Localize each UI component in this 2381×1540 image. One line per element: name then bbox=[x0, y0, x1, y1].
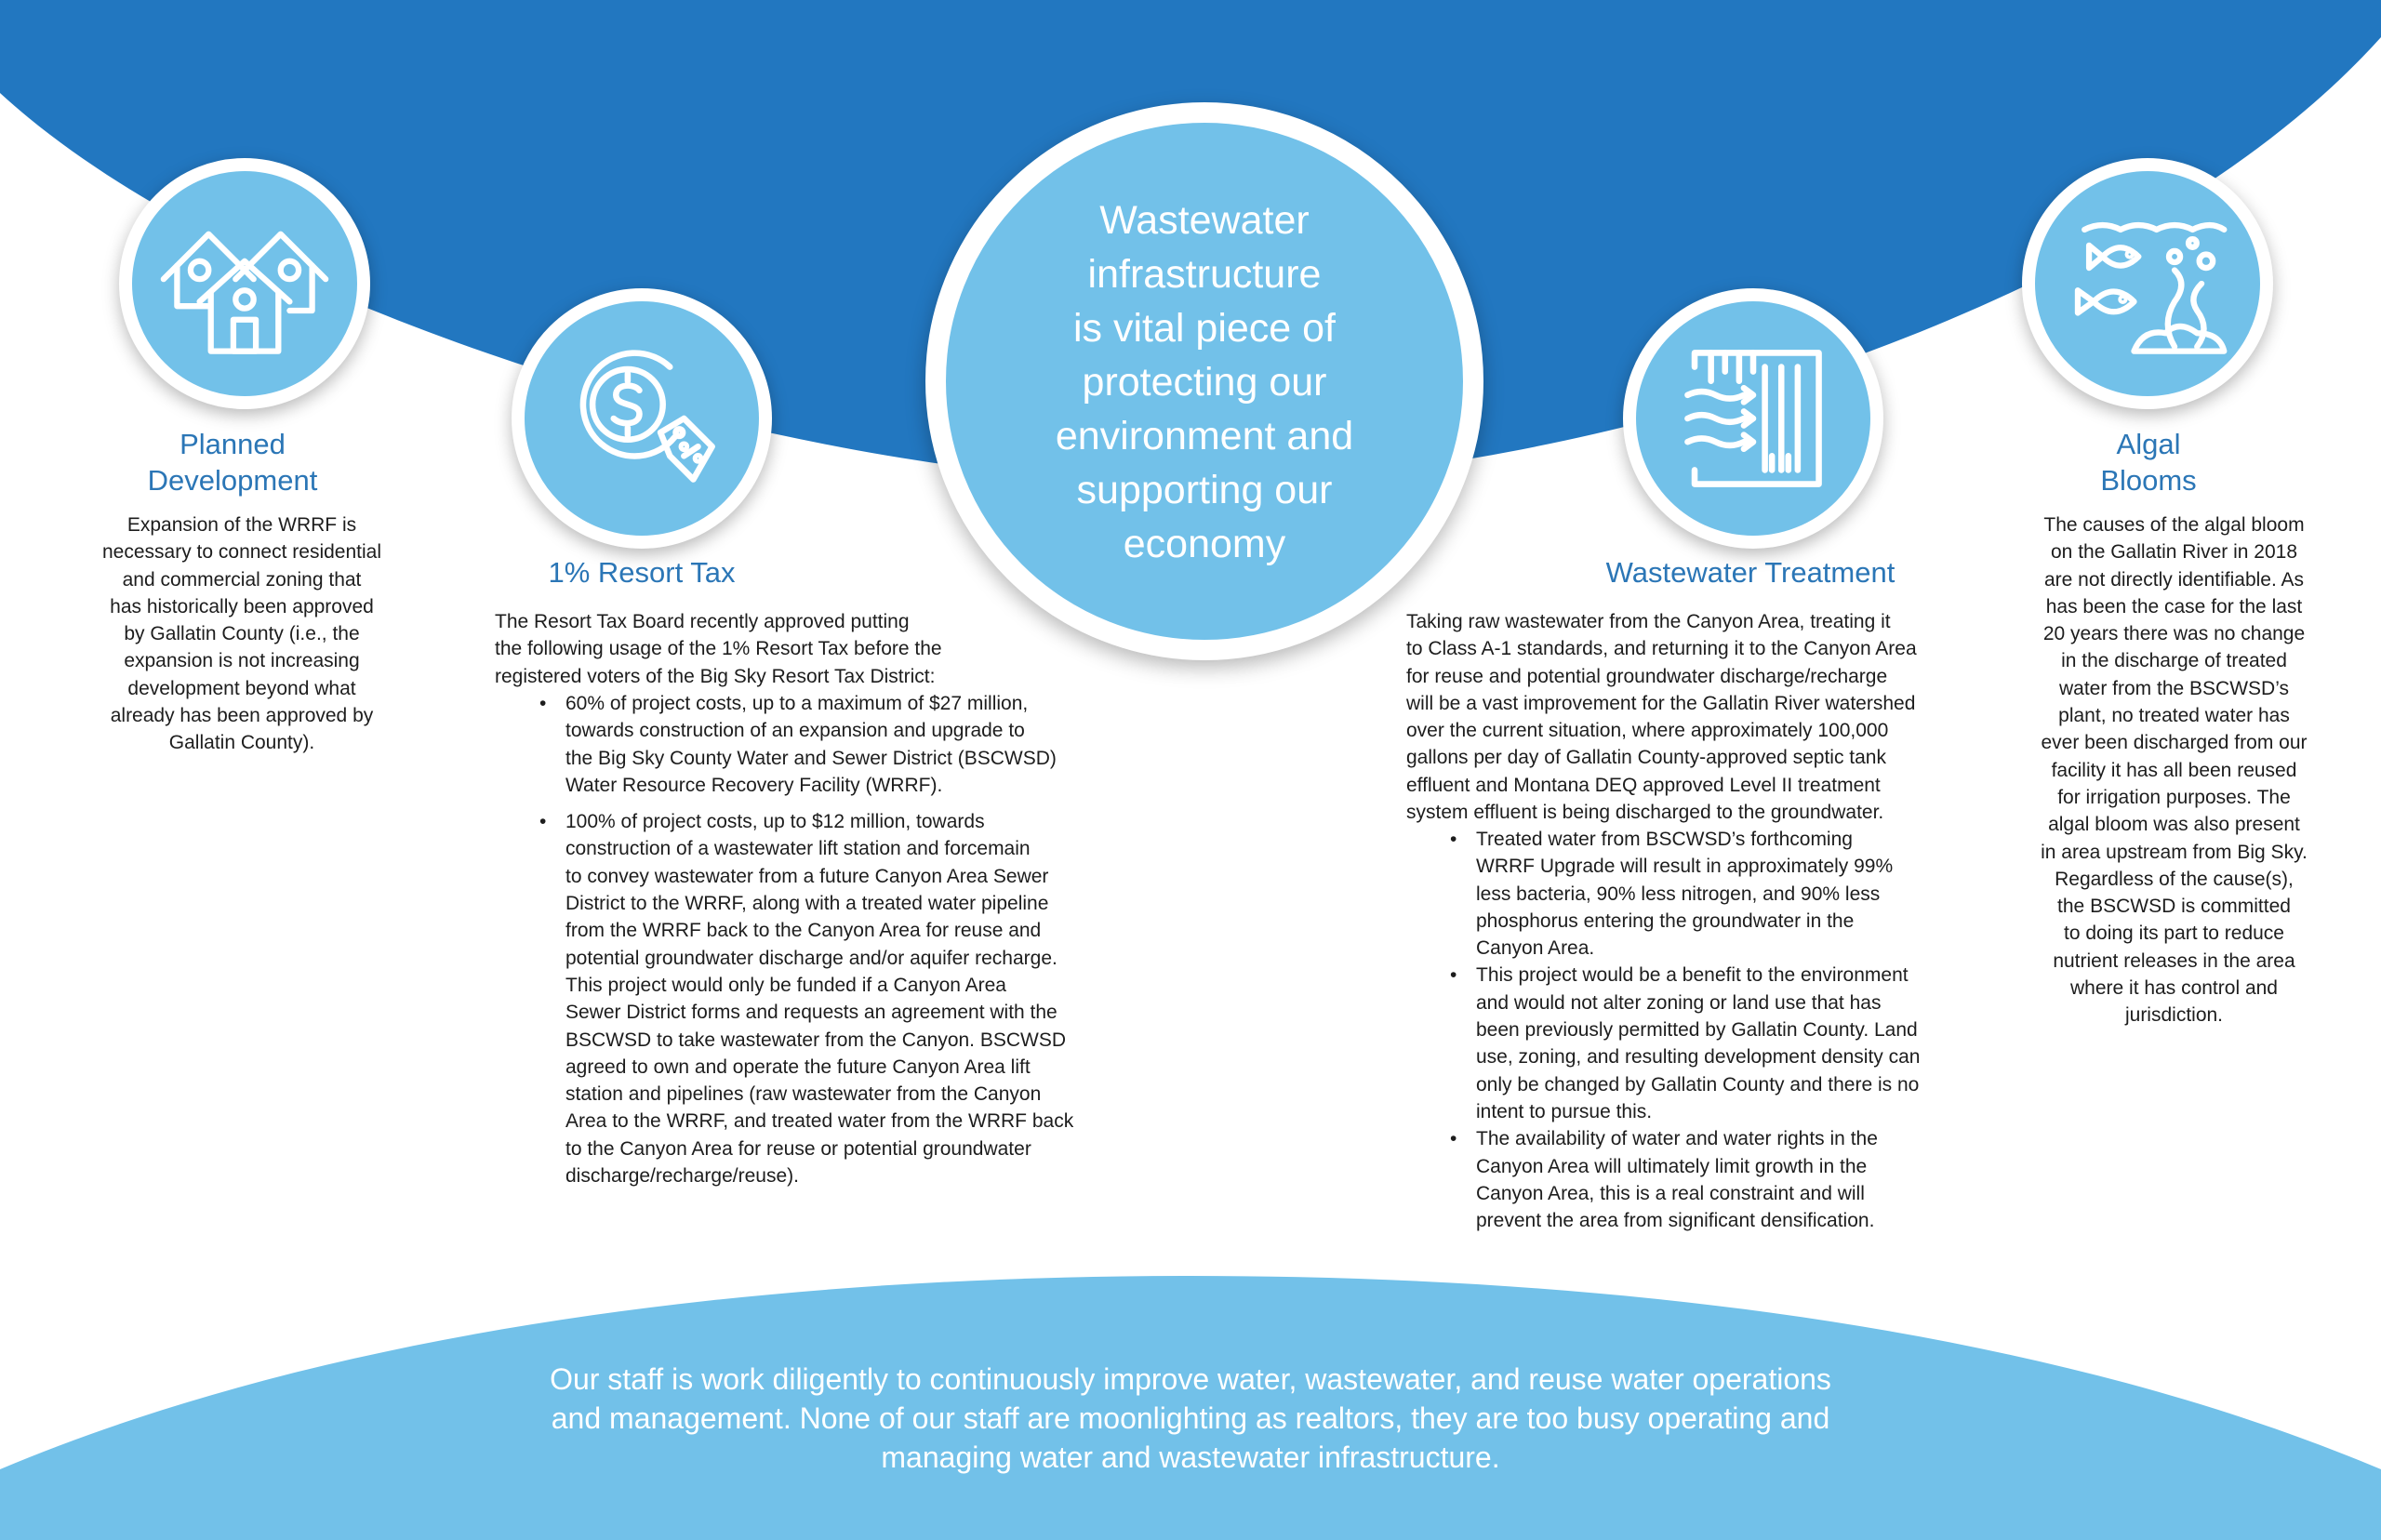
wastewater-treatment-icon-badge bbox=[1623, 288, 1883, 549]
planned-development-body: Expansion of the WRRF is necessary to connect residential and commercial zoning that has historically been approved by Gallatin County (i.e., the expansion is not increasing development beyond what already has been approved by Gallatin County). bbox=[102, 514, 381, 754]
algal-blooms-icon-badge bbox=[2022, 158, 2273, 409]
resort-tax-icon-badge bbox=[512, 288, 772, 549]
center-headline: Wastewater infrastructure is vital piece of protecting our environment and supporting our economy bbox=[1055, 198, 1354, 566]
houses-icon bbox=[132, 171, 357, 396]
planned-development-icon-badge bbox=[119, 158, 370, 409]
footer-message: Our staff is work diligently to continuously improve water, wastewater, and reuse water operations and management. None of our staff are moonlighting as realtors, they are too busy operating and managing water and wastewater infrastructure. bbox=[550, 1362, 1831, 1474]
resort-tax-bullet: • 100% of project costs, up to $12 million, towards construction of a wastewater lift station and forcemain to convey wastewater from a future Canyon Area Sewer District to the WRRF, along with a treated water pipeline from the WRRF back to the Canyon Area for reuse and potential groundwater discharge and/or aquifer recharge. This project would only be funded if a Canyon Area Sewer District forms and requests an agreement with the BSCWSD to take wastewater from the Canyon. BSCWSD agreed to own and operate the future Canyon Area lift station and pipelines (raw wastewater from the Canyon Area to the WRRF, and treated water from the WRRF back to the Canyon Area for reuse or potential groundwater discharge/recharge/reuse). bbox=[538, 808, 1133, 1189]
dollar-tag-icon bbox=[525, 301, 759, 536]
wastewater-treatment-bullet: • Treated water from BSCWSD’s forthcoming WRRF Upgrade will result in approximately 99% less bacteria, 90% less nitrogen, and 90% less phosphorus entering the groundwater in the Canyon Area. bbox=[1448, 826, 2006, 962]
wastewater-treatment-bullet: • This project would be a benefit to the environment and would not alter zoning or land use that has been previously permitted by Gallatin County. Land use, zoning, and resulting development density can only be changed by Gallatin County and there is no intent to pursue this. bbox=[1448, 962, 2006, 1125]
fish-seaweed-icon bbox=[2035, 171, 2260, 396]
filter-flow-icon bbox=[1636, 301, 1870, 536]
resort-tax-bullet: • 60% of project costs, up to a maximum of $27 million, towards construction of an expansion and upgrade to the Big Sky County Water and Sewer District (BSCWSD) Water Resource Recovery Facility (WRRF). bbox=[538, 690, 1133, 799]
resort-tax-title: 1% Resort Tax bbox=[548, 556, 736, 589]
resort-tax-bullets bbox=[538, 690, 1133, 1189]
wastewater-treatment-title: Wastewater Treatment bbox=[1605, 556, 1895, 589]
wastewater-treatment-intro: Taking raw wastewater from the Canyon Area, treating it to Class A-1 standards, and returning it to the Canyon Area for reuse and potential groundwater discharge/recharge will be a vast improvement for the Gallatin River watershed over the current situation, where approximately 100,000 gallons per day of Gallatin County-approved septic tank effluent and Montana DEQ approved Level II treatment system effluent is being discharged to the groundwater. bbox=[1406, 611, 1917, 824]
algal-blooms-body: The causes of the algal bloom on the Gallatin River in 2018 are not directly identifiable. As has been the case for the last 20 years there was no change in the discharge of treated water from the BSCWSD’s plant, no treated water has ever been discharged from our facility it has all been reused for irrigation purposes. The algal bloom was also present in area upstream from Big Sky. Regardless of the cause(s), the BSCWSD is committed to doing its part to reduce nutrient releases in the area where it has control and jurisdiction. bbox=[2041, 514, 2308, 1027]
wastewater-treatment-bullets bbox=[1448, 826, 2006, 1234]
planned-development-title: Planned Development bbox=[147, 428, 318, 497]
algal-blooms-title: Algal Blooms bbox=[2100, 428, 2197, 497]
resort-tax-intro: The Resort Tax Board recently approved putting the following usage of the 1% Resort Tax before the registered voters of the Big Sky Resort Tax District: bbox=[495, 611, 942, 687]
wastewater-treatment-bullet: • The availability of water and water rights in the Canyon Area will ultimately limit growth in the Canyon Area, this is a real constraint and will prevent the area from significant densification. bbox=[1448, 1125, 2006, 1234]
